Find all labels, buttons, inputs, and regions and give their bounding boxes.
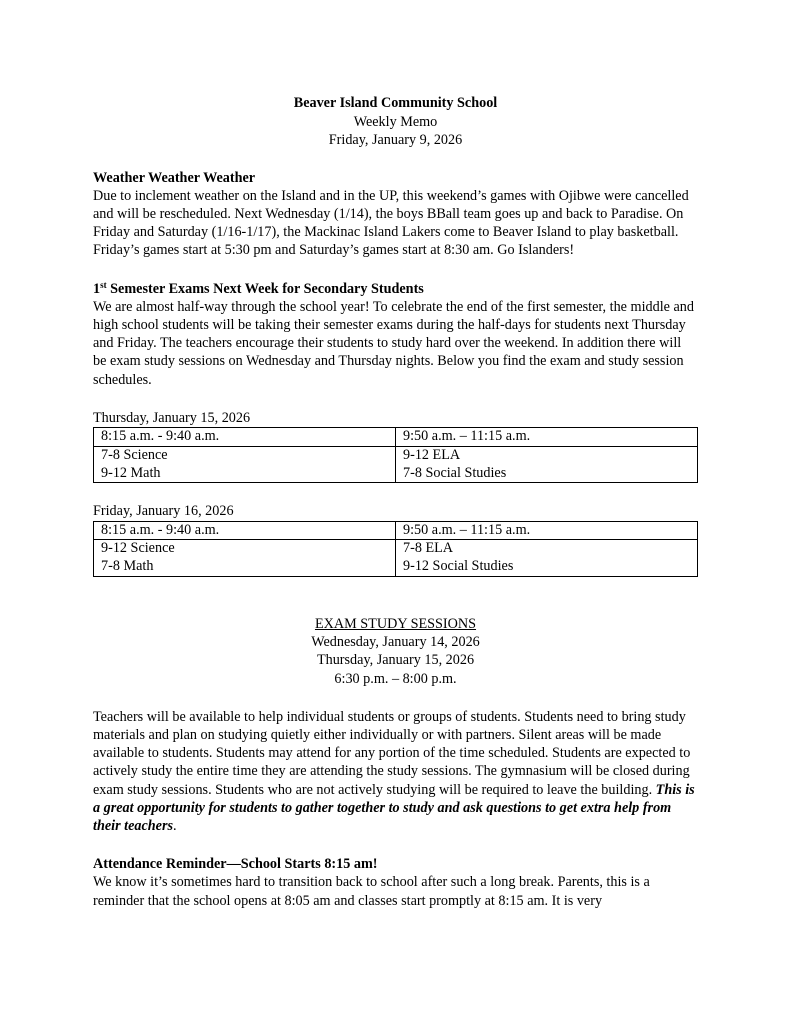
thursday-schedule (93, 409, 698, 484)
friday-schedule (93, 502, 698, 577)
attendance-section (93, 855, 698, 910)
table-row (94, 540, 698, 577)
exams-section (93, 280, 698, 389)
memo-page (93, 94, 698, 910)
study-title: EXAM STUDY SESSIONS (314, 615, 477, 632)
thursday-label: Thursday, January 15, 2026 (93, 409, 251, 426)
exams-heading: 1st Semester Exams Next Week for Secondary Students (93, 279, 424, 297)
study-sessions-block (93, 615, 698, 688)
table-cell: 9:50 a.m. – 11:15 a.m. (396, 427, 698, 446)
weather-section (93, 169, 698, 260)
thursday-table (93, 427, 698, 483)
table-cell: 9:50 a.m. – 11:15 a.m. (396, 521, 698, 540)
friday-label: Friday, January 16, 2026 (93, 503, 234, 520)
study-body: Teachers will be available to help individual students or groups of students. Students need to bring study materials and plan on studying quietly either individually or with partners. Silent areas will be made available to students. Students may attend for any portion of the time scheduled. Students are expected to actively study the entire time they are attending the study sessions. The gymnasium will be closed during exam study sessions. Students who are not actively studying will be required to leave the building. This is a great opportunity for students to gather together to study and ask questions to get extra help from their teachers. (93, 708, 695, 834)
memo-type: Weekly Memo (353, 113, 438, 130)
memo-header (93, 94, 698, 150)
memo-date: Friday, January 9, 2026 (328, 132, 463, 148)
weather-body: Due to inclement weather on the Island and in the UP, this weekend’s games with Ojibwe were cancelled and will be rescheduled. Next Wednesday (1/14), the boys BBall team goes up and back to Paradise. On Friday and Saturday (1/16-1/17), the Mackinac Island Lakers come to Beaver Island to play basketball. Friday’s games start at 5:30 pm and Saturday’s games start at 8:30 am. Go Islanders! (93, 187, 689, 259)
study-date-1: Wednesday, January 14, 2026 (311, 634, 480, 651)
table-cell: 7-8 Science 9-12 Math (94, 446, 396, 483)
study-emphasis: This is a great opportunity for students to gather together to study and ask questions to get extra help from their teachers (93, 781, 695, 834)
weather-heading: Weather Weather Weather (93, 169, 256, 186)
attendance-body: We know it’s sometimes hard to transition back to school after such a long break. Parents, this is a reminder that the school opens at 8:05 am and classes start promptly at 8:15 am. It is very (93, 874, 650, 909)
table-cell: 8:15 a.m. - 9:40 a.m. (94, 521, 396, 540)
friday-table (93, 521, 698, 577)
study-time: 6:30 p.m. – 8:00 p.m. (334, 670, 457, 687)
study-date-2: Thursday, January 15, 2026 (316, 652, 475, 669)
table-row (94, 521, 698, 540)
table-cell: 9-12 Science 7-8 Math (94, 540, 396, 577)
attendance-heading: Attendance Reminder—School Starts 8:15 am! (93, 856, 378, 873)
exams-body: We are almost half-way through the school year! To celebrate the end of the first semester, the middle and high school students will be taking their semester exams during the half-days for students next Thursday and Friday. The teachers encourage their students to study hard over the weekend. In addition there will be exam study sessions on Wednesday and Thursday nights. Below you find the exam and study session schedules. (93, 298, 694, 388)
table-row (94, 446, 698, 483)
table-row (94, 427, 698, 446)
table-cell: 9-12 ELA 7-8 Social Studies (396, 446, 698, 483)
table-cell: 8:15 a.m. - 9:40 a.m. (94, 427, 396, 446)
table-cell: 7-8 ELA 9-12 Social Studies (396, 540, 698, 577)
school-name: Beaver Island Community School (293, 95, 498, 111)
